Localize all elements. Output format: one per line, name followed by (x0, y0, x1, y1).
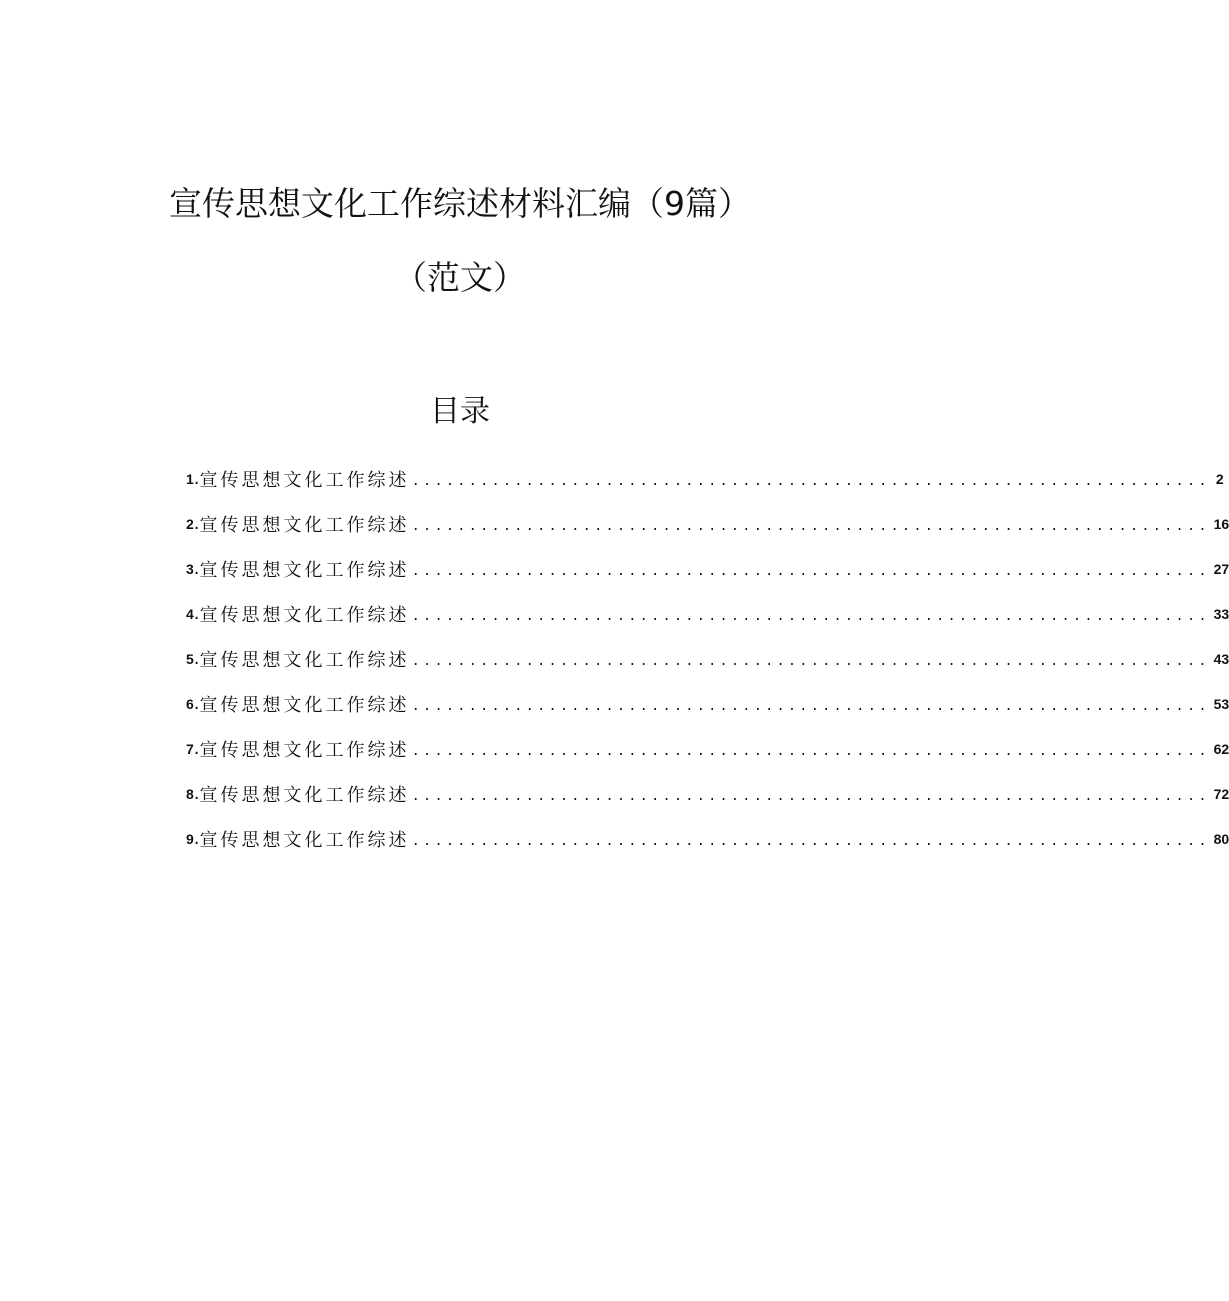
toc-entry-separator: . (193, 603, 200, 624)
toc-entry-page: 80 (1213, 830, 1229, 847)
toc-entry-title: 宣传思想文化工作综述 (199, 784, 410, 806)
toc-entry-page: 16 (1213, 515, 1229, 532)
toc-entry[interactable] (186, 636, 1229, 681)
document-title: 宣传思想文化工作综述材料汇编（9篇） (169, 184, 751, 223)
toc-entry-title: 宣传思想文化工作综述 (199, 514, 410, 536)
toc-entry-page: 33 (1213, 605, 1229, 622)
toc-entry-leader: ...................................................................... (411, 473, 1210, 490)
toc-entry-number: 7 (186, 740, 194, 757)
toc-entry-number: 4 (186, 605, 194, 622)
toc-entry-number: 5 (186, 650, 194, 667)
toc-entry-number: 9 (186, 830, 194, 847)
toc-entry-leader: ...................................................................... (411, 743, 1210, 760)
toc-entry[interactable] (186, 501, 1229, 546)
toc-entry-separator: . (193, 468, 200, 489)
toc-entry-leader: ...................................................................... (411, 608, 1210, 625)
toc-entry-number: 2 (186, 515, 194, 532)
toc-entry-title: 宣传思想文化工作综述 (199, 739, 410, 761)
toc-entry-separator: . (193, 513, 200, 534)
toc-entry-leader: ...................................................................... (411, 833, 1210, 850)
toc-entry-page: 2 (1215, 470, 1224, 487)
toc-entry[interactable] (186, 816, 1229, 861)
toc-entry[interactable] (186, 591, 1229, 636)
toc-entry-number: 6 (186, 695, 194, 712)
toc-entry-separator: . (193, 828, 200, 849)
toc-entry-separator: . (193, 693, 200, 714)
toc-entry-title: 宣传思想文化工作综述 (199, 469, 410, 491)
toc-entry-page: 62 (1213, 740, 1229, 757)
toc-entry-leader: ...................................................................... (411, 788, 1210, 805)
toc-entry[interactable] (186, 771, 1229, 816)
toc-entry-separator: . (193, 783, 200, 804)
document-subtitle: （范文） (394, 258, 526, 297)
toc-entry-leader: ...................................................................... (411, 698, 1210, 715)
toc-entry-number: 1 (186, 470, 194, 487)
toc-entry-title: 宣传思想文化工作综述 (199, 559, 410, 581)
toc-entry-separator: . (193, 558, 200, 579)
toc-entry[interactable] (186, 456, 1224, 501)
toc-entry[interactable] (186, 546, 1229, 591)
toc-entry-page: 43 (1213, 650, 1229, 667)
table-of-contents (186, 456, 1229, 861)
toc-entry-title: 宣传思想文化工作综述 (199, 604, 410, 626)
toc-entry-title: 宣传思想文化工作综述 (199, 694, 410, 716)
toc-entry-leader: ...................................................................... (411, 518, 1210, 535)
toc-entry-page: 72 (1213, 785, 1229, 802)
toc-entry-title: 宣传思想文化工作综述 (199, 649, 410, 671)
toc-entry-separator: . (193, 738, 200, 759)
toc-entry-page: 27 (1213, 560, 1229, 577)
toc-entry-number: 8 (186, 785, 194, 802)
toc-entry-title: 宣传思想文化工作综述 (199, 829, 410, 851)
toc-heading: 目录 (430, 394, 490, 429)
toc-entry-number: 3 (186, 560, 194, 577)
toc-entry-leader: ...................................................................... (411, 563, 1210, 580)
toc-entry-leader: ...................................................................... (411, 653, 1210, 670)
toc-entry[interactable] (186, 726, 1229, 771)
toc-entry-separator: . (193, 648, 200, 669)
toc-entry-page: 53 (1213, 695, 1229, 712)
toc-entry[interactable] (186, 681, 1229, 726)
